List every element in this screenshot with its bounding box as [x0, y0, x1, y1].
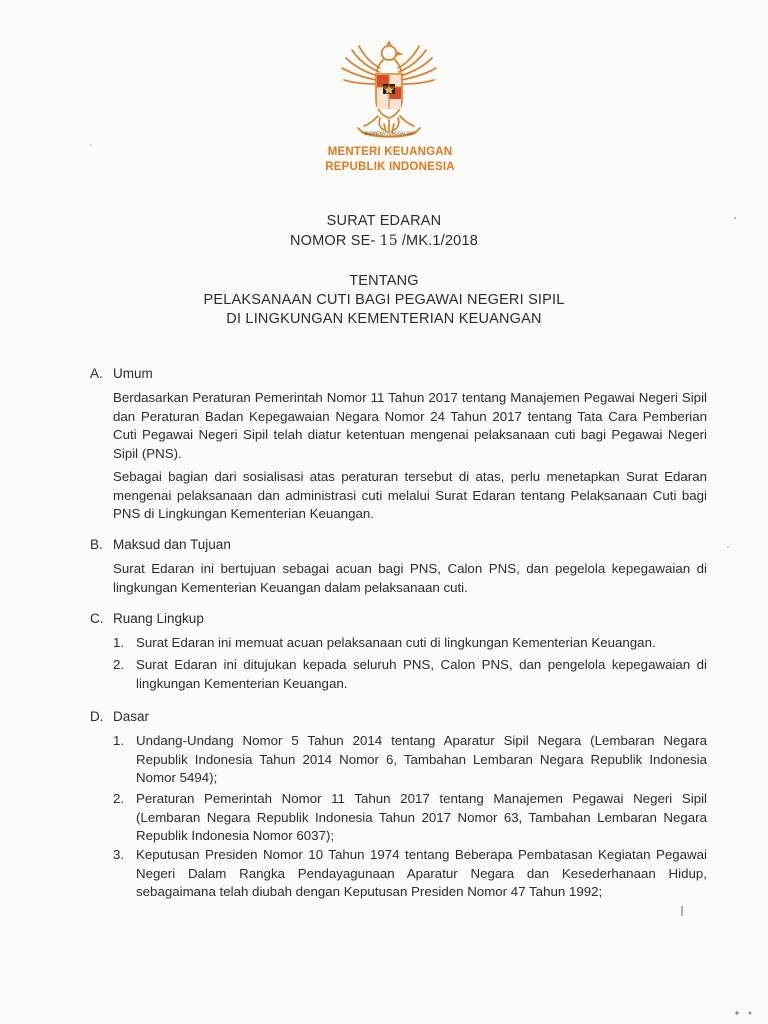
section-letter: C. [90, 611, 104, 626]
list-item-text: Surat Edaran ini memuat acuan pelaksanaan cuti di lingkungan Kementerian Keuangan. [136, 635, 656, 650]
doc-number-value: 15 [379, 233, 398, 249]
list-item-text: Keputusan Presiden Nomor 10 Tahun 1974 tentang Beberapa Pembatasan Kegiatan Pegawai Negeri Dalam Rangka Pendayagunaan Aparatur Negara dan Kesederhanaan Hidup, sebagaimana telah diubah dengan Keputusan Presiden Nomor 47 Tahun 1992; [136, 847, 707, 899]
subject-line-1: PELAKSANAAN CUTI BAGI PEGAWAI NEGERI SIPIL [203, 292, 565, 308]
section-title: Dasar [113, 709, 150, 724]
list-item-number: 2. [113, 791, 125, 806]
list-item-number: 1. [113, 733, 125, 748]
letterhead-republic: REPUBLIK INDONESIA [325, 161, 455, 173]
section-title: Umum [113, 366, 153, 381]
subject-line-2: DI LINGKUNGAN KEMENTERIAN KEUANGAN [226, 311, 542, 327]
svg-text:BHINNEKA TUNGGAL IKA: BHINNEKA TUNGGAL IKA [364, 131, 414, 136]
list-item-number: 1. [113, 635, 125, 650]
section-letter: B. [90, 537, 103, 552]
doc-number-suffix: /MK.1/2018 [401, 233, 478, 249]
list-item-text: Peraturan Pemerintah Nomor 11 Tahun 2017 tentang Manajemen Pegawai Negeri Sipil (Lembaran Negara Republik Indonesia Tahun 2017 Nomor 63, Tambahan Lembaran Negara Republik Indonesia Nomor 6037); [136, 791, 707, 843]
section-title: Maksud dan Tujuan [113, 537, 231, 552]
section-letter: A. [90, 366, 103, 381]
section-letter: D. [90, 709, 104, 724]
list-item-text: Undang-Undang Nomor 5 Tahun 2014 tentang Aparatur Sipil Negara (Lembaran Negara Republik Indonesia Tahun 2014 Nomor 6, Tambahan Lembaran Negara Republik Indonesia Nomor 5494); [136, 733, 707, 785]
doc-number-prefix: NOMOR SE- [290, 233, 376, 249]
list-item-text: Surat Edaran ini ditujukan kepada seluruh PNS, Calon PNS, dan pengelola kepegawaian di lingkungan Kementerian Keuangan. [136, 657, 707, 691]
tentang-label: TENTANG [349, 273, 419, 289]
section-title: Ruang Lingkup [113, 611, 204, 626]
doc-type: SURAT EDARAN [326, 213, 442, 229]
letterhead-minister: MENTERI KEUANGAN [327, 146, 453, 158]
list-item-number: 3. [113, 847, 125, 862]
section-a-paragraph-1: Berdasarkan Peraturan Pemerintah Nomor 11 Tahun 2017 tentang Manajemen Pegawai Negeri Sipil dan Peraturan Badan Kepegawaian Negara Nomor 24 Tahun 2017 tentang Tata Cara Pemberian Cuti Pegawai Negeri Sipil telah diatur ketentuan mengenai pelaksanaan cuti bagi Pegawai Negeri Sipil (PNS). [113, 390, 707, 461]
section-a-paragraph-2: Sebagai bagian dari sosialisasi atas peraturan tersebut di atas, perlu menetapkan Surat Edaran mengenai pelaksanaan dan administrasi cuti melalui Surat Edaran tentang Pelaksanaan Cuti bagi PNS di Lingkungan Kementerian Keuangan. [113, 469, 707, 521]
section-b-paragraph-1: Surat Edaran ini bertujuan sebagai acuan bagi PNS, Calon PNS, dan pegelola kepegawaian di lingkungan Kementerian Keuangan dalam pelaksanaan cuti. [113, 561, 707, 595]
list-item-number: 2. [113, 657, 125, 672]
